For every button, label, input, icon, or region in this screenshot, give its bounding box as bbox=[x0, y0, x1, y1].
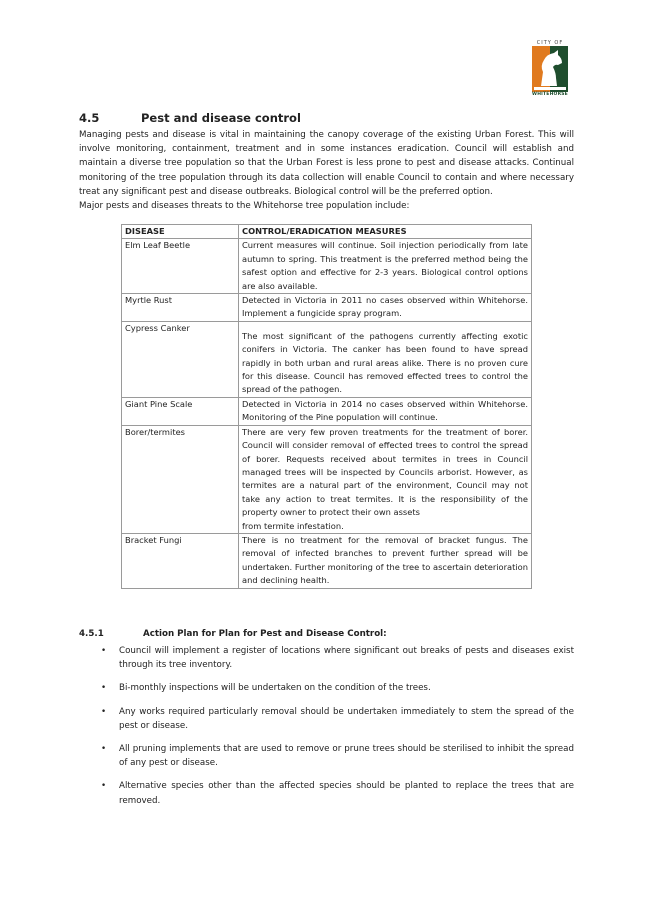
section-title: Pest and disease control bbox=[141, 111, 301, 125]
bullet-icon: • bbox=[101, 744, 107, 755]
bullet-icon: • bbox=[101, 683, 107, 694]
logo-bottom-text: WHITEHORSE bbox=[532, 92, 568, 97]
disease-cell: Borer/termites bbox=[122, 425, 239, 533]
table-row bbox=[122, 397, 532, 425]
measures-cell: Detected in Victoria in 2014 no cases observed within Whitehorse. Monitoring of the Pine population will continue. bbox=[239, 397, 532, 425]
table-row bbox=[122, 425, 532, 533]
measures-cell: Detected in Victoria in 2011 no cases observed within Whitehorse. Implement a fungicide spray program. bbox=[239, 294, 532, 322]
disease-cell: Giant Pine Scale bbox=[122, 397, 239, 425]
action-list bbox=[79, 644, 574, 808]
measures-text: There are very few proven treatments for the treatment of borer. Council will consider removal of effected trees to control the spread of borer. Requests received about termites in trees in Council managed trees will be inspected by Councils arborist. However, as termites are a natural part of the environment, Council may not take any action to treat termites. It is the responsibility of the property owner to protect their own assets bbox=[242, 426, 528, 518]
list-item bbox=[79, 644, 574, 672]
table-row bbox=[122, 239, 532, 294]
disease-cell: Cypress Canker bbox=[122, 321, 239, 397]
list-item bbox=[79, 742, 574, 770]
list-item-text: Council will implement a register of locations where significant out breaks of pests and diseases exist through its tree inventory. bbox=[119, 646, 574, 671]
disease-cell: Elm Leaf Beetle bbox=[122, 239, 239, 294]
city-logo bbox=[531, 40, 569, 102]
list-item-text: Bi-monthly inspections will be undertaken on the condition of the trees. bbox=[119, 683, 431, 694]
table-header-row bbox=[122, 225, 532, 239]
header-disease: DISEASE bbox=[122, 225, 239, 239]
action-plan-number: 4.5.1 bbox=[79, 629, 104, 639]
disease-cell: Myrtle Rust bbox=[122, 294, 239, 322]
table-row bbox=[122, 321, 532, 397]
section-heading bbox=[79, 111, 301, 125]
bullet-icon: • bbox=[101, 781, 107, 792]
measures-cell: Current measures will continue. Soil injection periodically from late autumn to spring. This treatment is the preferred method being the safest option and effective for 2-3 years. Biological control options are also available. bbox=[239, 239, 532, 294]
measures-text-extra: from termite infestation. bbox=[242, 520, 344, 531]
table-row bbox=[122, 294, 532, 322]
list-item-text: All pruning implements that are used to remove or prune trees should be sterilised to inhibit the spread of any pest or disease. bbox=[119, 744, 574, 769]
action-plan-heading bbox=[79, 629, 387, 639]
intro-text bbox=[79, 128, 574, 213]
disease-table bbox=[121, 224, 532, 589]
list-item bbox=[79, 705, 574, 733]
list-item bbox=[79, 681, 574, 695]
measures-cell bbox=[239, 321, 532, 397]
list-item bbox=[79, 779, 574, 807]
intro-paragraph: Managing pests and disease is vital in maintaining the canopy coverage of the existing Urban Forest. This will involve monitoring, containment, treatment and in some instances eradication. Council will establish and maintain a diverse tree population so that the Urban Forest is less prone to pest and disease attacks. Continual monitoring of the tree population through its data collection will enable Council to contain and where necessary treat any significant pest and disease outbreaks. Biological control will be the preferred option. bbox=[79, 130, 574, 197]
section-number: 4.5 bbox=[79, 111, 100, 125]
action-plan-title: Action Plan for Plan for Pest and Disease Control: bbox=[143, 629, 387, 639]
list-item-text: Any works required particularly removal should be undertaken immediately to stem the spread of the pest or disease. bbox=[119, 706, 574, 731]
list-item-text: Alternative species other than the affected species should be planted to replace the trees that are removed. bbox=[119, 781, 574, 806]
logo-top-text: CITY OF bbox=[536, 40, 564, 46]
measures-cell bbox=[239, 425, 532, 533]
disease-cell: Bracket Fungi bbox=[122, 533, 239, 588]
bullet-icon: • bbox=[101, 706, 107, 717]
table-row bbox=[122, 533, 532, 588]
horse-emblem-icon bbox=[531, 46, 569, 92]
bullet-icon: • bbox=[101, 646, 107, 656]
header-measures: CONTROL/ERADICATION MEASURES bbox=[239, 225, 532, 239]
intro-paragraph-2: Major pests and diseases threats to the Whitehorse tree population include: bbox=[79, 201, 410, 212]
measures-cell: There is no treatment for the removal of bracket fungus. The removal of infected branches to prevent further spread will be undertaken. Further monitoring of the tree to ascertain deterioration and declining health. bbox=[239, 533, 532, 588]
measures-text: The most significant of the pathogens currently affecting exotic conifers in Victoria. The canker has been found to have spread rapidly in both urban and rural areas alike. There is no proven cure for this disease. Council has removed effected trees to control the spread of the pathogen. bbox=[242, 330, 528, 395]
